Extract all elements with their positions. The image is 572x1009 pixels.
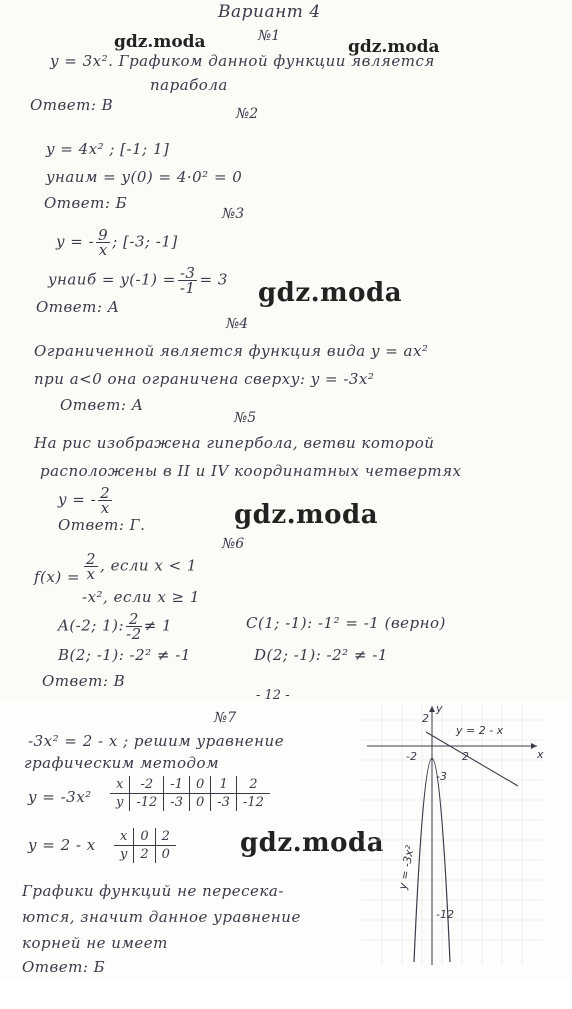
task7-table2-label: y = 2 - x bbox=[28, 836, 96, 854]
task5-frac-bottom: x bbox=[100, 499, 110, 517]
watermark-5: gdz.moda bbox=[240, 828, 385, 858]
graph-tick-neg2-x: -2 bbox=[406, 750, 417, 763]
watermark-4: gdz.moda bbox=[234, 500, 379, 530]
task6-check-a-point: A(-2; 1): bbox=[58, 616, 125, 635]
task5-fraction bbox=[98, 486, 112, 515]
task7-graph bbox=[352, 700, 552, 970]
table1-y-cell: -12 bbox=[130, 794, 164, 812]
task7-conclusion1: Графики функций не пересека- bbox=[22, 882, 284, 900]
task5-line3-prefix: y = - bbox=[58, 490, 97, 509]
task7-line2: графическим методом bbox=[24, 754, 220, 772]
task4-line1: Ограниченной является функция вида y = ax² bbox=[34, 342, 429, 360]
table1-x-head: x bbox=[110, 776, 130, 794]
task3-frac2-bottom: -1 bbox=[179, 279, 196, 297]
task7-line1: -3x² = 2 - x ; решим уравнение bbox=[28, 732, 285, 750]
graph-grid bbox=[362, 705, 542, 965]
task3-frac1-bottom: x bbox=[98, 241, 108, 259]
task1-number: №1 bbox=[258, 28, 281, 44]
table1-x-cell: 0 bbox=[189, 776, 210, 794]
task5-number: №5 bbox=[234, 410, 257, 426]
task3-line2-suffix: = 3 bbox=[199, 270, 228, 289]
task7-table2 bbox=[114, 828, 176, 863]
task6-check-d: D(2; -1): -2² ≠ -1 bbox=[254, 646, 388, 664]
task3-answer: Ответ: А bbox=[36, 298, 120, 316]
task6-check-a-fraction bbox=[126, 612, 142, 641]
watermark-1: gdz.moda bbox=[114, 32, 206, 52]
variant-title: Вариант 4 bbox=[218, 2, 321, 22]
graph-y-label: y bbox=[436, 702, 443, 715]
table2-x-cell: 0 bbox=[134, 828, 155, 846]
graph-tick-neg12: -12 bbox=[436, 908, 454, 921]
task6-case1-frac-top: 2 bbox=[86, 550, 97, 568]
task3-line1-prefix: y = - bbox=[56, 232, 95, 251]
graph-x-label: x bbox=[537, 748, 544, 761]
page-number: - 12 - bbox=[256, 688, 290, 703]
task7-conclusion3: корней не имеет bbox=[22, 934, 168, 952]
task6-check-b: B(2; -1): -2² ≠ -1 bbox=[58, 646, 191, 664]
task5-line2: расположены в II и IV координатных четвертях bbox=[40, 462, 462, 480]
table1-y-cell: -3 bbox=[211, 794, 237, 812]
table2-y-cell: 0 bbox=[161, 847, 170, 862]
task6-case2: -x², если x ≥ 1 bbox=[82, 588, 200, 606]
table2-y-cell: 2 bbox=[134, 846, 155, 864]
task3-frac1-top: 9 bbox=[98, 226, 109, 244]
table1-x-cell: -1 bbox=[164, 776, 190, 794]
table1-y-head: y bbox=[110, 794, 130, 812]
task1-line2: парабола bbox=[150, 76, 228, 94]
table1-x-cell: -2 bbox=[130, 776, 164, 794]
table2-y-head: y bbox=[114, 846, 134, 864]
task7-answer: Ответ: Б bbox=[22, 958, 106, 976]
graph-line-label: y = 2 - x bbox=[456, 724, 504, 737]
task6-case1-frac-bottom: x bbox=[86, 565, 96, 583]
task7-number: №7 bbox=[214, 710, 237, 726]
watermark-2: gdz.moda bbox=[348, 37, 440, 57]
task6-check-a-frac-bottom: -2 bbox=[126, 625, 142, 643]
task2-number: №2 bbox=[236, 106, 259, 122]
task4-line2: при a<0 она ограничена сверху: y = -3x² bbox=[34, 370, 375, 388]
table1-y-cell: -3 bbox=[164, 794, 190, 812]
task3-frac2-top: -3 bbox=[179, 264, 196, 282]
task5-line3 bbox=[58, 486, 114, 515]
graph-tick-neg3: -3 bbox=[436, 770, 447, 783]
task3-fraction2 bbox=[178, 266, 198, 295]
task6-check-a bbox=[58, 612, 172, 641]
graph-tick-2-y: 2 bbox=[422, 712, 429, 725]
watermark-3: gdz.moda bbox=[258, 278, 403, 308]
task5-line1: На рис изображена гипербола, ветви которой bbox=[34, 434, 435, 452]
task1-line1: y = 3x². Графиком данной функции является bbox=[50, 52, 435, 70]
table1-x-cell: 2 bbox=[236, 776, 269, 794]
task6-case1-text: , если x < 1 bbox=[100, 556, 197, 575]
task7-conclusion2: ются, значит данное уравнение bbox=[22, 908, 301, 926]
task3-line1-suffix: ; [-3; -1] bbox=[112, 232, 178, 251]
task4-answer: Ответ: А bbox=[60, 396, 144, 414]
task6-number: №6 bbox=[222, 536, 245, 552]
graph-y-arrow bbox=[429, 706, 435, 712]
task6-answer: Ответ: В bbox=[42, 672, 126, 690]
table2-x-head: x bbox=[114, 828, 134, 846]
task4-number: №4 bbox=[226, 316, 249, 332]
task1-answer: Ответ: В bbox=[30, 96, 114, 114]
task6-def: f(x) = bbox=[34, 568, 81, 586]
task3-number: №3 bbox=[222, 206, 245, 222]
graph-tick-2-x: 2 bbox=[462, 750, 469, 763]
table1-y-cell: -12 bbox=[242, 795, 264, 810]
task5-frac-top: 2 bbox=[100, 484, 111, 502]
task7-table1-label: y = -3x² bbox=[28, 788, 92, 806]
task3-line2 bbox=[48, 266, 228, 295]
table1-y-cell: 0 bbox=[189, 794, 210, 812]
task7-table1 bbox=[110, 776, 270, 811]
task6-check-c: C(1; -1): -1² = -1 (верно) bbox=[246, 614, 446, 632]
table2-x-cell: 2 bbox=[155, 828, 176, 846]
task3-fraction1 bbox=[96, 228, 110, 257]
graph-parabola-label: y = -3x² bbox=[396, 844, 417, 891]
task6-check-a-result: ≠ 1 bbox=[143, 616, 173, 635]
task2-answer: Ответ: Б bbox=[44, 194, 128, 212]
task6-case1 bbox=[82, 552, 197, 581]
task2-line2: yнаим = y(0) = 4·0² = 0 bbox=[46, 168, 243, 186]
task6-case1-fraction bbox=[84, 552, 98, 581]
task6-check-a-frac-top: 2 bbox=[126, 612, 142, 627]
table1-x-cell: 1 bbox=[211, 776, 237, 794]
task3-line1 bbox=[56, 228, 178, 257]
task2-line1: y = 4x² ; [-1; 1] bbox=[46, 140, 170, 158]
task5-answer: Ответ: Г. bbox=[58, 516, 146, 534]
task3-line2-prefix: yнаиб = y(-1) = bbox=[48, 270, 176, 289]
